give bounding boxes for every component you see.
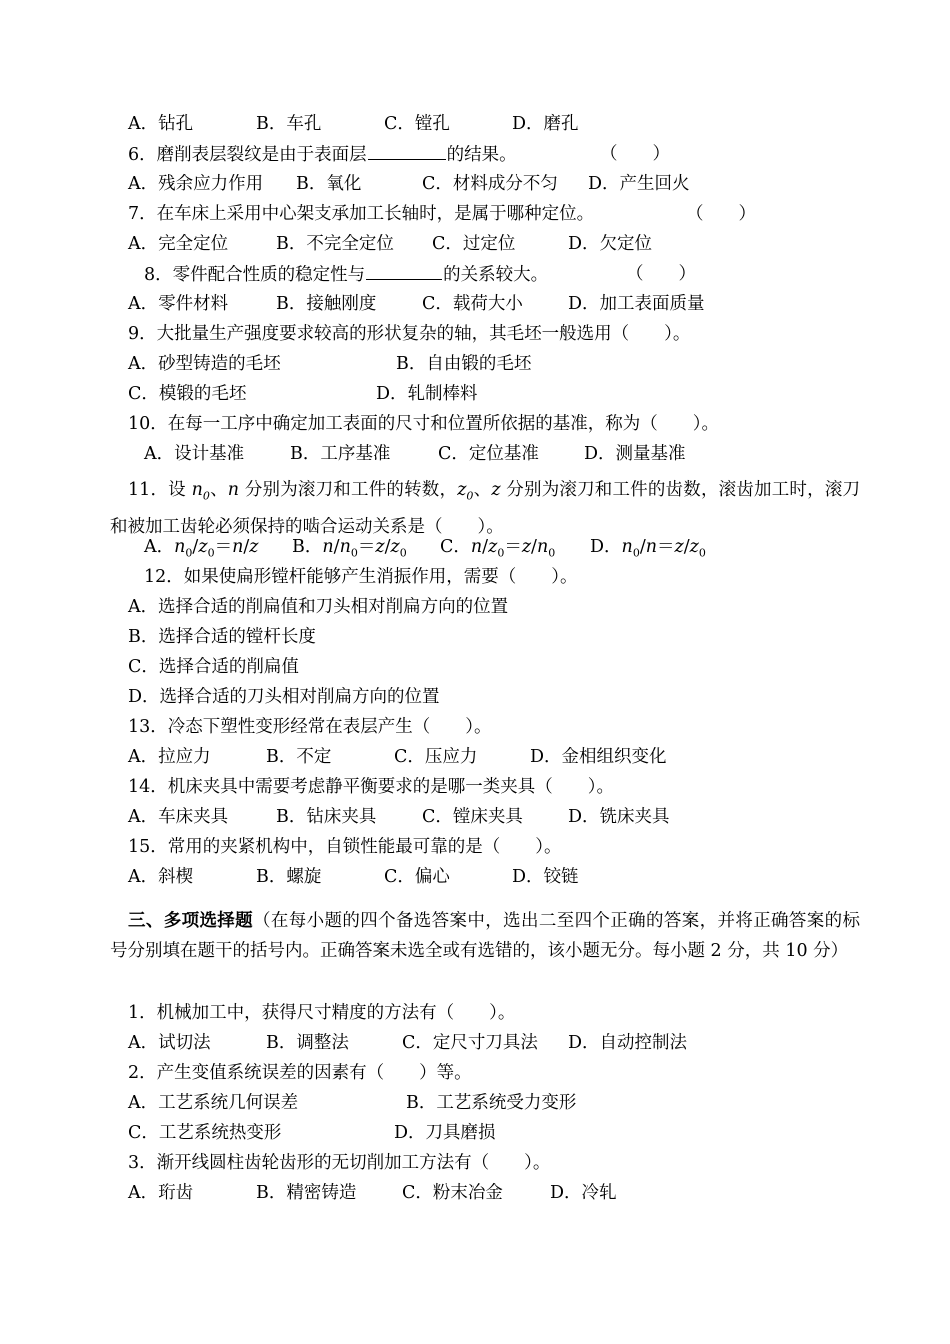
q11-option: D．$n_0/n=z/z_0$	[590, 537, 706, 560]
question-text: 8．零件配合性质的稳定性与	[144, 265, 366, 285]
question-line: C．选择合适的削扁值	[128, 657, 299, 677]
question-line: 15．常用的夹紧机构中，自锁性能最可靠的是（ ）。	[128, 837, 562, 857]
question-line: 3．渐开线圆柱齿轮齿形的无切削加工方法有（ ）。	[128, 1153, 551, 1173]
option-text: A．拉应力	[128, 747, 211, 767]
option-text: B．接触刚度	[276, 294, 377, 314]
option-text: D．刀具磨损	[394, 1123, 496, 1143]
option-text: D．轧制棒料	[376, 384, 478, 404]
option-text: A．零件材料	[128, 294, 229, 314]
option-label: D．	[590, 537, 622, 557]
option-text: A．钻孔	[128, 114, 194, 134]
question-line: 9．大批量生产强度要求较高的形状复杂的轴，其毛坯一般选用（ ）。	[128, 324, 691, 344]
var-n: n	[227, 480, 240, 500]
question-line: 14．机床夹具中需要考虑静平衡要求的是哪一类夹具（ ）。	[128, 777, 615, 797]
question-line: B．选择合适的镗杆长度	[128, 627, 316, 647]
option-text: D．金相组织变化	[530, 747, 667, 767]
var-z0: $z_0$	[457, 480, 474, 503]
question-line: 13．冷态下塑性变形经常在表层产生（ ）。	[128, 717, 492, 737]
question-line: 10．在每一工序中确定加工表面的尺寸和位置所依据的基准，称为（ ）。	[128, 414, 720, 434]
answer-parentheses: （ ）	[626, 264, 696, 284]
q11-text: 分别为滚刀和工件的齿数，滚齿加工时，滚刀和被加工齿轮必须保持的啮合运动关系是（ ）。	[110, 480, 861, 537]
option-text: B．调整法	[266, 1033, 349, 1053]
option-text: A．珩齿	[128, 1183, 194, 1203]
q11-option: B．$n/n_0=z/z_0$	[292, 537, 407, 560]
question-line: 7．在车床上采用中心架支承加工长轴时，是属于哪种定位。	[128, 204, 595, 224]
option-text: C．过定位	[432, 234, 516, 254]
answer-parentheses: （ ）	[686, 204, 756, 224]
option-text: A．设计基准	[144, 444, 245, 464]
q11-text: 分别为滚刀和工件的转数，	[239, 480, 458, 500]
option-text: C．材料成分不匀	[422, 174, 558, 194]
option-text: C．定位基准	[438, 444, 539, 464]
section-instructions: （在每小题的四个备选答案中，选出二至四个正确的答案，并将正确答案的标号分别填在题干的括号内。正确答案未选全或有选错的，该小题无分。每小题 2 分，共 10 分）	[110, 911, 861, 961]
option-text: A．残余应力作用	[128, 174, 264, 194]
option-text: D．磨孔	[512, 114, 579, 134]
option-text: B．工序基准	[290, 444, 391, 464]
option-text: B．精密铸造	[256, 1183, 357, 1203]
option-text: C．压应力	[394, 747, 478, 767]
question-line: A．选择合适的削扁值和刀头相对削扁方向的位置	[128, 597, 509, 617]
var-n0: $n_0$	[191, 480, 210, 503]
option-text: A．试切法	[128, 1033, 211, 1053]
option-label: A．	[144, 537, 175, 557]
option-text: D．自动控制法	[568, 1033, 688, 1053]
option-text: A．完全定位	[128, 234, 229, 254]
var-z: z	[491, 480, 501, 500]
question-line	[144, 263, 548, 286]
option-text: D．测量基准	[584, 444, 686, 464]
question-line: 12．如果使扁形镗杆能够产生消振作用，需要（ ）。	[144, 567, 578, 587]
option-text: D．冷轧	[550, 1183, 617, 1203]
option-text: B．氧化	[296, 174, 362, 194]
option-text: D．铣床夹具	[568, 807, 670, 827]
question-line: D．选择合适的刀头相对削扁方向的位置	[128, 687, 440, 707]
question-text: 的关系较大。	[443, 265, 549, 285]
question-text: 6．磨削表层裂纹是由于表面层	[128, 145, 367, 165]
q11-text: 、	[209, 480, 228, 500]
question-line: 2．产生变值系统误差的因素有（ ）等。	[128, 1063, 472, 1083]
answer-parentheses: （ ）	[600, 144, 670, 164]
option-text: D．产生回火	[588, 174, 690, 194]
option-text: A．工艺系统几何误差	[128, 1093, 299, 1113]
question-11	[110, 475, 860, 542]
fill-blank	[368, 143, 446, 160]
option-text: A．斜楔	[128, 867, 194, 887]
option-text: C．偏心	[384, 867, 450, 887]
option-text: C．工艺系统热变形	[128, 1123, 282, 1143]
option-label: C．	[440, 537, 471, 557]
option-text: C．镗孔	[384, 114, 450, 134]
question-text: 的结果。	[446, 145, 517, 165]
question-line: 1．机械加工中，获得尺寸精度的方法有（ ）。	[128, 1003, 516, 1023]
option-text: B．钻床夹具	[276, 807, 377, 827]
option-text: A．车床夹具	[128, 807, 229, 827]
option-text: B．自由锻的毛坯	[396, 354, 532, 374]
option-text: C．模锻的毛坯	[128, 384, 247, 404]
option-text: B．车孔	[256, 114, 322, 134]
option-text: B．不定	[266, 747, 332, 767]
option-text: B．螺旋	[256, 867, 322, 887]
q11-text: 11．设	[128, 480, 192, 500]
q11-option: A．$n_0/z_0=n/z$	[144, 537, 259, 560]
option-text: D．加工表面质量	[568, 294, 705, 314]
question-line	[128, 143, 517, 166]
q11-option: C．$n/z_0=z/n_0$	[440, 537, 556, 560]
option-text: C．定尺寸刀具法	[402, 1033, 538, 1053]
option-text: C．粉末冶金	[402, 1183, 503, 1203]
option-label: B．	[292, 537, 323, 557]
q11-text: 、	[473, 480, 492, 500]
option-text: D．铰链	[512, 867, 579, 887]
section-heading: 三、多项选择题	[128, 911, 254, 931]
option-text: B．不完全定位	[276, 234, 394, 254]
section-3-intro	[110, 906, 860, 966]
option-text: A．砂型铸造的毛坯	[128, 354, 281, 374]
fill-blank	[366, 263, 442, 280]
option-text: D．欠定位	[568, 234, 653, 254]
option-text: B．工艺系统受力变形	[406, 1093, 577, 1113]
option-text: C．载荷大小	[422, 294, 523, 314]
option-text: C．镗床夹具	[422, 807, 523, 827]
